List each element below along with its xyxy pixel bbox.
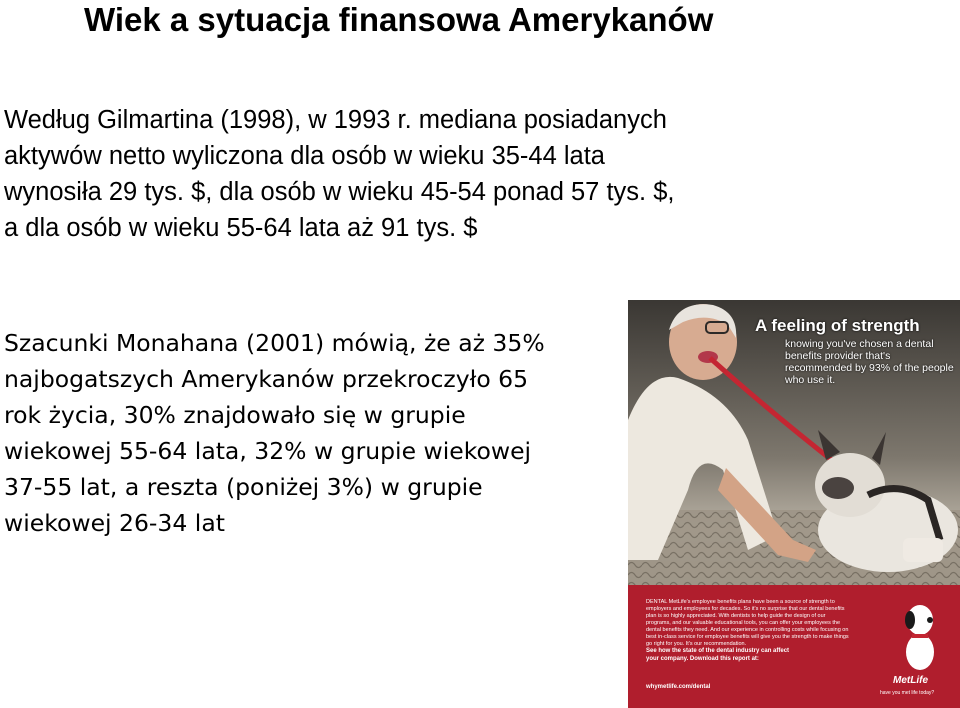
paragraph-line: a dla osób w wieku 55-64 lata aż 91 tys. $ — [4, 214, 478, 242]
advert-url: whymetlife.com/dental — [646, 684, 711, 690]
paragraph-line: wynosiła 29 tys. $, dla osób w wieku 45-54 ponad 57 tys. $, — [4, 178, 675, 206]
advert-call-to-action: See how the state of the dental industry can affect your company. Download this report at: — [646, 648, 790, 662]
paragraph-line: aktywów netto wyliczona dla osób w wieku 35-44 lata — [4, 142, 605, 170]
paragraph-wealth-estimates — [4, 325, 619, 541]
paragraph-line: wiekowej 26-34 lat — [4, 509, 225, 537]
metlife-logo: MetLife — [893, 675, 928, 686]
paragraph-line: rok życia, 30% znajdowało się w grupie — [4, 401, 466, 429]
paragraph-line: wiekowej 55-64 lata, 32% w grupie wiekowej — [4, 437, 532, 465]
slide-title: Wiek a sytuacja finansowa Amerykanów — [84, 1, 714, 38]
advert-tagline: have you met life today? — [880, 690, 935, 696]
advert-subtext: knowing you've chosen a dental benefits provider that's recommended by 93% of the people who use it. — [785, 338, 954, 386]
paragraph-line: 37-55 lat, a reszta (poniżej 3%) w grupie — [4, 473, 483, 501]
paragraph-median-assets — [4, 102, 804, 246]
snoopy-icon — [900, 600, 942, 672]
paragraph-line: Według Gilmartina (1998), w 1993 r. mediana posiadanych — [4, 106, 667, 134]
paragraph-line: najbogatszych Amerykanów przekroczyło 65 — [4, 365, 529, 393]
advert-headline: A feeling of strength — [755, 316, 920, 335]
advert-body-text: DENTAL MetLife's employee benefits plans have been a source of strength to employers and employees for decades. So it's no surprise that our dental benefits plan is so highly appreciated. With dentists to help guide the design of our programs, and our valuable educational tools, you can offer your employees the dental benefits they need. And our experience in controlling costs while focusing on best in-class service for employee benefits will give you the strength to make things go right for you. It's our recommendation. — [646, 599, 849, 647]
paragraph-line: Szacunki Monahana (2001) mówią, że aż 35% — [4, 329, 545, 357]
